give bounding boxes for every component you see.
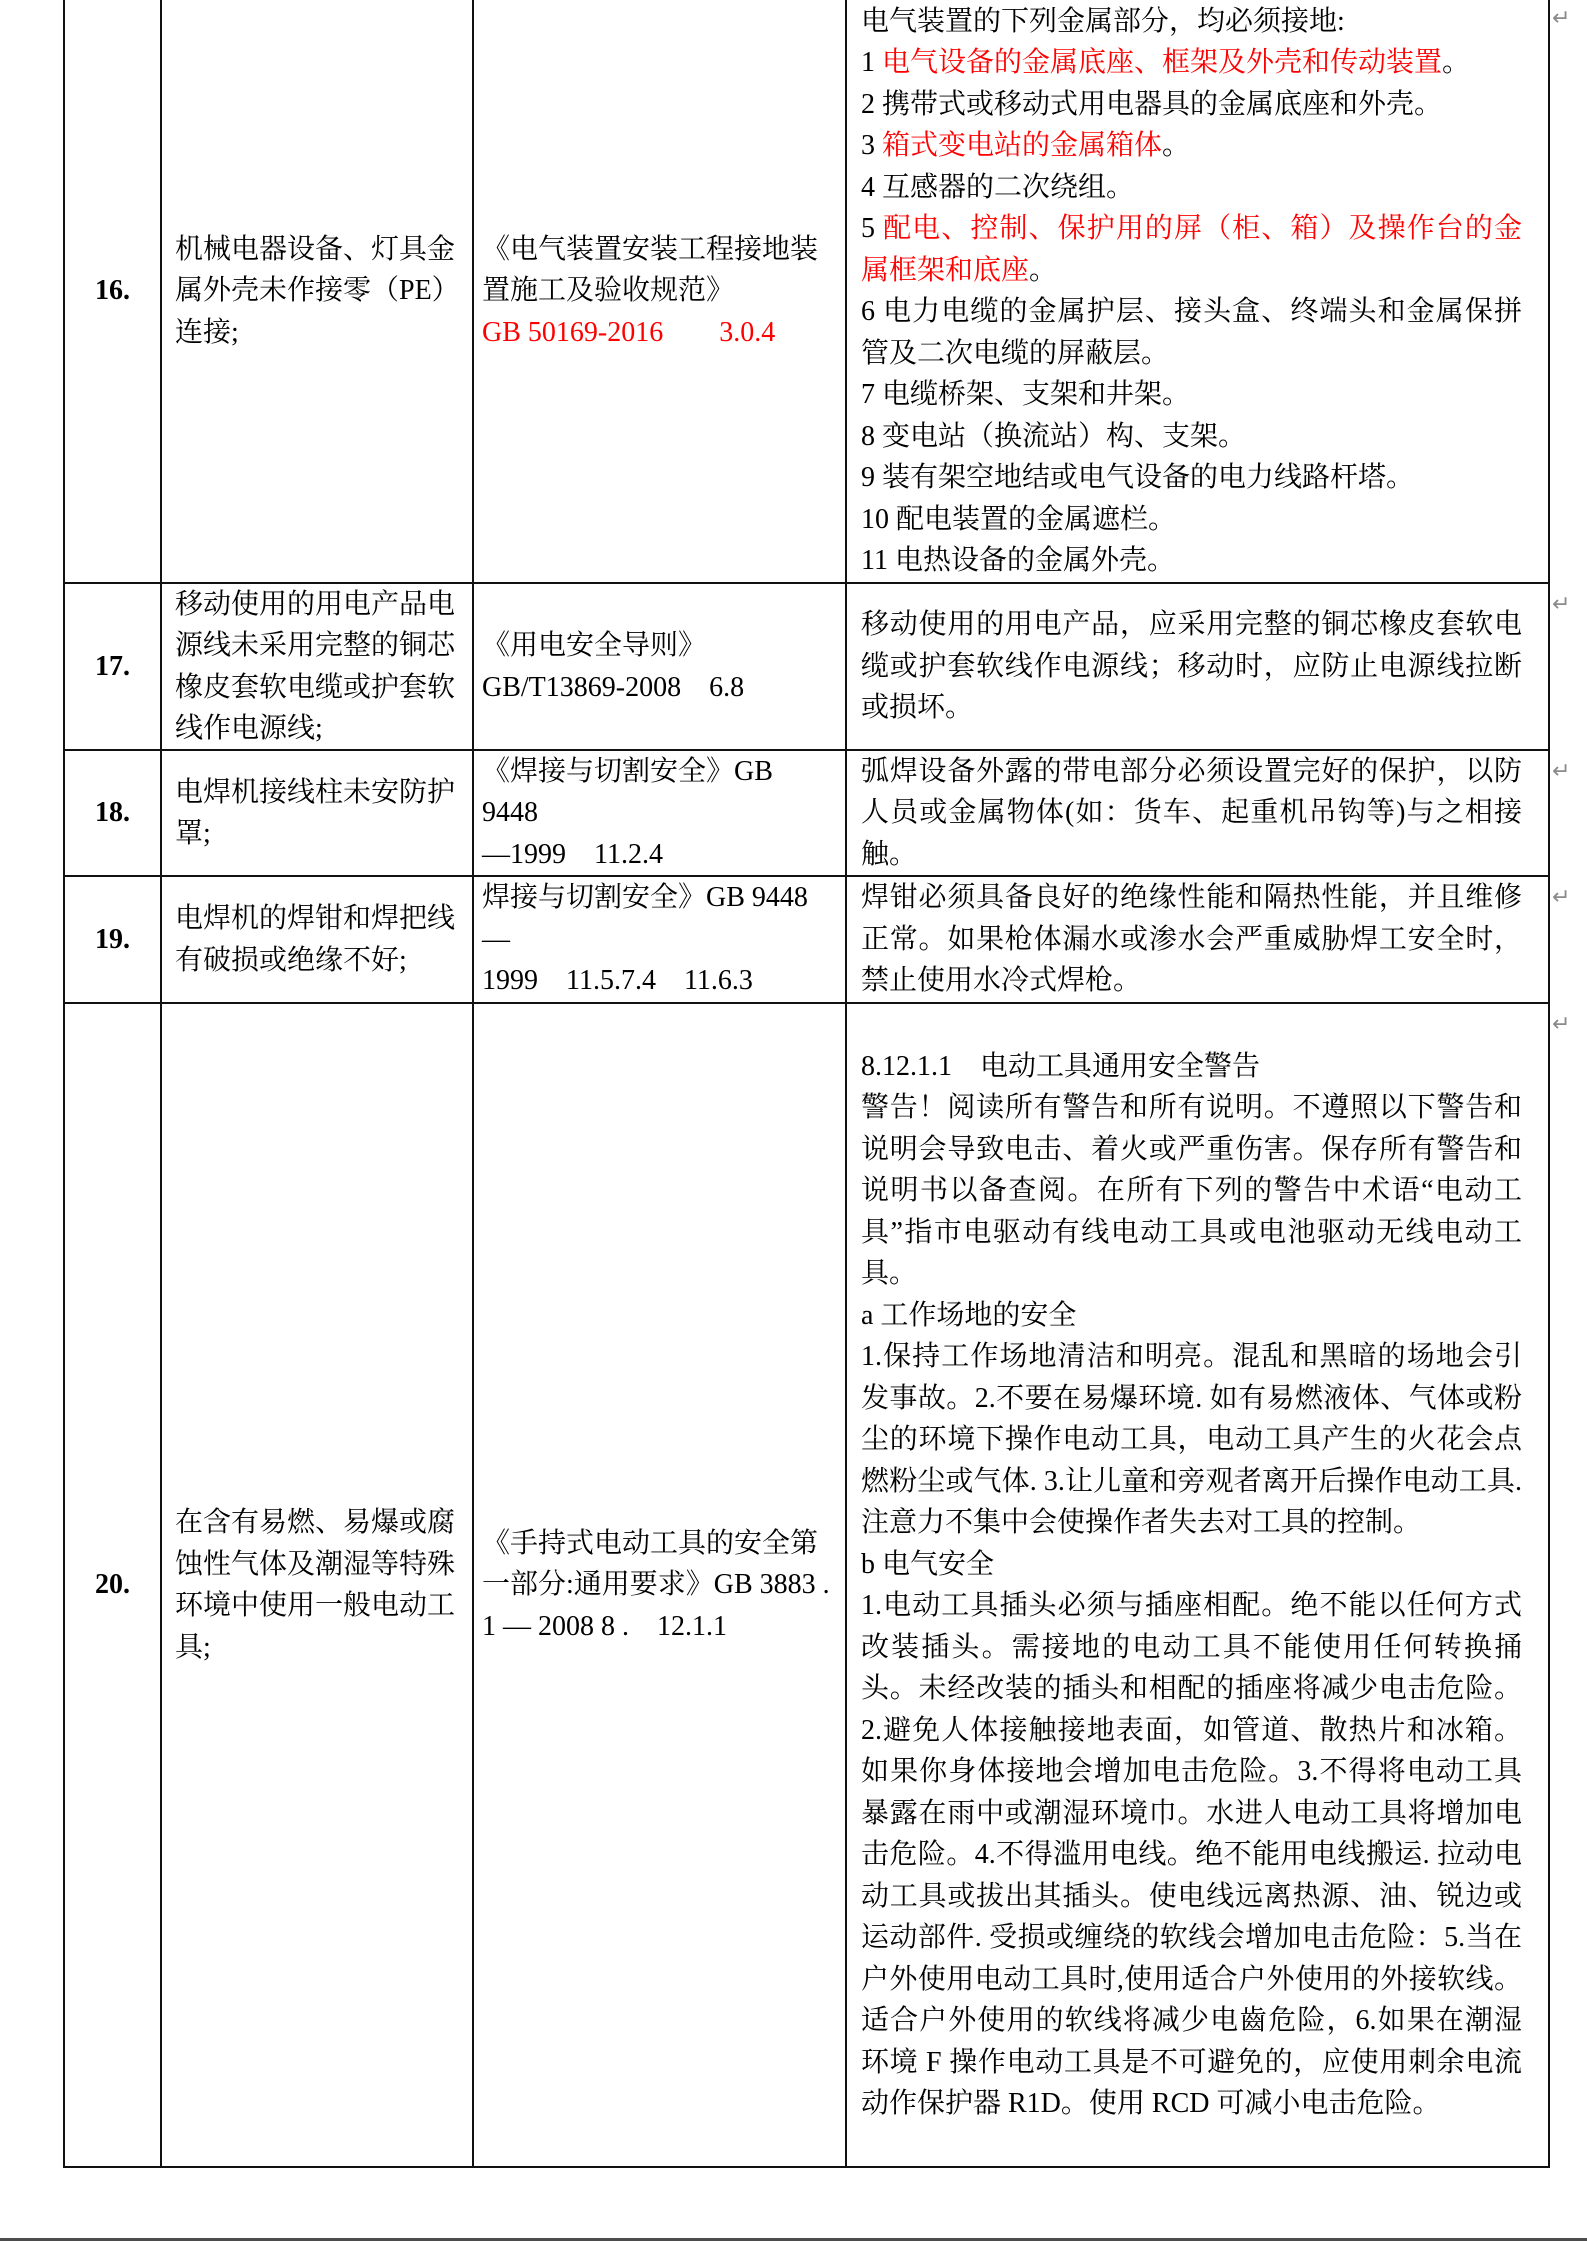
standard-lines	[482, 1523, 835, 1648]
row-number: 20.	[95, 1569, 130, 1601]
detail-cell	[847, 584, 1550, 751]
item-period: 。	[1146, 545, 1175, 576]
grounding-item-list	[861, 42, 1522, 582]
item-period: 。	[1141, 337, 1170, 369]
detail-paragraph: 1.保持工作场地清洁和明亮。混乱和黑暗的场地会引发事故。2.不要在易爆环境. 如有易燃液体、气体或粉尘的环境下操作电动工具，电动工具产生的火花会点燃粉尘或气体. 3.让儿童和旁观者离开后操作电动工具. 注意力不集中会使操作者失去对工具的控制。	[861, 1341, 1522, 1538]
standard-line: 一部分:通用要求》GB 3883 .	[482, 1569, 830, 1601]
item-text: 电热设备的金属外壳	[894, 545, 1147, 576]
paragraph-mark-icon: ↵	[1552, 885, 1571, 910]
row-number: 18.	[95, 797, 130, 829]
detail-paragraph: b 电气安全	[861, 1548, 995, 1580]
row-number-cell	[65, 584, 162, 751]
item-period: 。	[1162, 130, 1191, 161]
item-period: 。	[1106, 171, 1135, 203]
standard-line: 《用电安全导则》	[482, 630, 707, 661]
grounding-item	[861, 416, 1522, 458]
row-number-cell	[65, 1004, 162, 2168]
item-text: 配电装置的金属遮栏	[896, 503, 1149, 535]
item-number: 6	[861, 296, 875, 327]
detail-intro: 电气装置的下列金属部分，均必须接地:	[861, 5, 1345, 37]
detail-cell	[847, 751, 1550, 877]
item-period: 。	[1218, 420, 1247, 452]
issue-text: 机械电器设备、灯具金属外壳未作接零（PE）连接;	[175, 233, 460, 348]
item-period: 。	[1148, 503, 1177, 535]
standard-cell	[474, 877, 847, 1004]
standard-lines	[482, 877, 835, 1002]
row-number-cell	[65, 751, 162, 877]
item-number: 5	[861, 213, 875, 244]
grounding-item	[861, 291, 1522, 374]
issue-cell	[162, 584, 474, 751]
row-number: 19.	[95, 923, 130, 955]
item-text: 携带式或移动式用电器具的金属底座和外壳	[882, 88, 1415, 120]
item-number: 2	[861, 88, 875, 120]
paragraph-mark-icon: ↵	[1552, 759, 1571, 784]
item-text: 互感器的二次绕组	[882, 171, 1107, 203]
standard-line: 1999 11.5.7.4 11.6.3	[482, 965, 753, 997]
detail-paragraph: 警告！阅读所有警告和所有说明。不遵照以下警告和说明会导致电击、着火或严重伤害。保存所有警告和说明书以备查阅。在所有下列的警告中术语“电动工具”指市电驱动有线电动工具或电池驱动无线电动工具。	[861, 1092, 1522, 1289]
paragraph-mark-icon: ↵	[1552, 592, 1571, 617]
item-number: 8	[861, 420, 875, 452]
item-number: 10	[861, 503, 889, 535]
safety-violation-table	[63, 0, 1548, 2168]
item-text: 电缆桥架、支架和井架	[882, 379, 1163, 410]
row-number-cell	[65, 877, 162, 1004]
detail-paragraph: a 工作场地的安全	[861, 1299, 1077, 1331]
grounding-item	[861, 84, 1522, 126]
item-number: 7	[861, 379, 875, 410]
paragraph-mark-icon: ↵	[1552, 1012, 1571, 1037]
issue-text: 在含有易燃、易爆或腐蚀性气体及潮湿等特殊环境中使用一般电动工具;	[175, 1507, 456, 1663]
standard-line: 1 — 2008 8 . 12.1.1	[482, 1610, 728, 1642]
item-text: 配电、控制、保护用的屏（柜、箱）及操作台的金属框架和底座	[861, 213, 1522, 286]
item-number: 11	[861, 545, 888, 576]
issue-cell	[162, 1004, 474, 2168]
detail-text: 移动使用的用电产品，应采用完整的铜芯橡皮套软电缆或护套软线作电源线；移动时，应防止电源线拉断或损坏。	[861, 609, 1522, 724]
detail-text: 焊钳必须具备良好的绝缘性能和隔热性能，并且维修正常。如果枪体漏水或渗水会严重威胁焊工安全时，禁止使用水冷式焊枪。	[861, 882, 1522, 997]
standard-line: —1999 11.2.4	[482, 838, 663, 870]
item-period: 。	[1386, 462, 1415, 493]
standard-line: 《焊接与切割安全》GB 9448	[482, 755, 773, 829]
item-number: 9	[861, 462, 875, 493]
item-number: 3	[861, 130, 875, 161]
row-number: 16.	[95, 275, 130, 307]
grounding-item	[861, 42, 1522, 84]
grounding-item	[861, 457, 1522, 499]
issue-text: 电焊机接线柱未安防护罩;	[175, 776, 456, 849]
grounding-item	[861, 208, 1522, 291]
detail-text: 弧焊设备外露的带电部分必须设置完好的保护，以防人员或金属物体(如：货车、起重机吊钩等)与之相接触。	[861, 755, 1522, 870]
detail-cell	[847, 0, 1550, 584]
issue-text: 移动使用的用电产品电源线未采用完整的铜芯橡皮套软电缆或护套软线作电源线;	[175, 588, 456, 744]
grounding-item	[861, 374, 1522, 416]
standard-lines	[482, 625, 835, 708]
detail-paragraphs	[861, 1046, 1522, 2125]
grounding-item	[861, 125, 1522, 167]
item-period: 。	[1442, 47, 1471, 78]
issue-text: 电焊机的焊钳和焊把线有破损或绝缘不好;	[175, 903, 456, 976]
standard-line: GB/T13869-2008 6.8	[482, 671, 745, 703]
issue-cell	[162, 751, 474, 877]
item-text: 装有架空地结或电气设备的电力线路杆塔	[882, 462, 1387, 493]
item-text: 变电站（换流站）构、支架	[882, 420, 1219, 452]
standard-line: 《电气装置安装工程接地装置施工及验收规范》	[482, 233, 819, 307]
issue-cell	[162, 877, 474, 1004]
detail-paragraph: 1.电动工具插头必须与插座相配。绝不能以任何方式改装插头。需接地的电动工具不能使用任何转换捅头。未经改装的插头和相配的插座将减少电击危险。2.避免人体接触接地表面，如管道、散热片和冰箱。如果你身体接地会增加电击危险。3.不得将电动工具暴露在雨中或潮湿环境巾。水进人电动工具将增加电击危险。4.不得滥用电线。绝不能用电线搬运. 拉动电动工具或拔出其插头。使电线远离热源、油、锐边或运动部件. 受损或缠绕的软线会增加电击危险：5.当在户外使用电动工具时,使用适合户外使用的外接软线。适合户外使用的软线将减少电齒危险，6.如果在潮湿环境 F 操作电动工具是不可避免的，应使用刺余电流动作保护器 R1D。使用 RCD 可减小电击危险。	[861, 1590, 1522, 2119]
grounding-item	[861, 540, 1522, 582]
standard-cell	[474, 751, 847, 877]
standard-cell	[474, 1004, 847, 2168]
item-period: 。	[1029, 254, 1058, 286]
item-text: 电气设备的金属底座、框架及外壳和传动装置	[882, 47, 1443, 78]
standard-line: 《手持式电动工具的安全第	[482, 1527, 819, 1559]
item-text: 电力电缆的金属护层、接头盒、终端头和金属保拼管及二次电缆的屏蔽层	[861, 296, 1522, 369]
standard-line: 焊接与切割安全》GB 9448—	[482, 882, 808, 955]
item-text: 箱式变电站的金属箱体	[882, 130, 1163, 161]
paragraph-mark-icon: ↵	[1552, 6, 1571, 31]
page-bottom-rule	[0, 2238, 1587, 2241]
detail-cell	[847, 877, 1550, 1004]
item-period: 。	[1162, 379, 1191, 410]
standard-cell	[474, 0, 847, 584]
grounding-item	[861, 499, 1522, 541]
row-number: 17.	[95, 650, 130, 682]
item-number: 4	[861, 171, 875, 203]
detail-paragraph: 8.12.1.1 电动工具通用安全警告	[861, 1050, 1261, 1082]
item-period: 。	[1414, 88, 1443, 120]
standard-line: GB 50169-2016 3.0.4	[482, 316, 776, 348]
row-number-cell	[65, 0, 162, 584]
standard-cell	[474, 584, 847, 751]
detail-cell	[847, 1004, 1550, 2168]
item-number: 1	[861, 47, 875, 78]
standard-lines	[482, 229, 835, 354]
standard-lines	[482, 751, 835, 875]
grounding-item	[861, 167, 1522, 209]
issue-cell	[162, 0, 474, 584]
